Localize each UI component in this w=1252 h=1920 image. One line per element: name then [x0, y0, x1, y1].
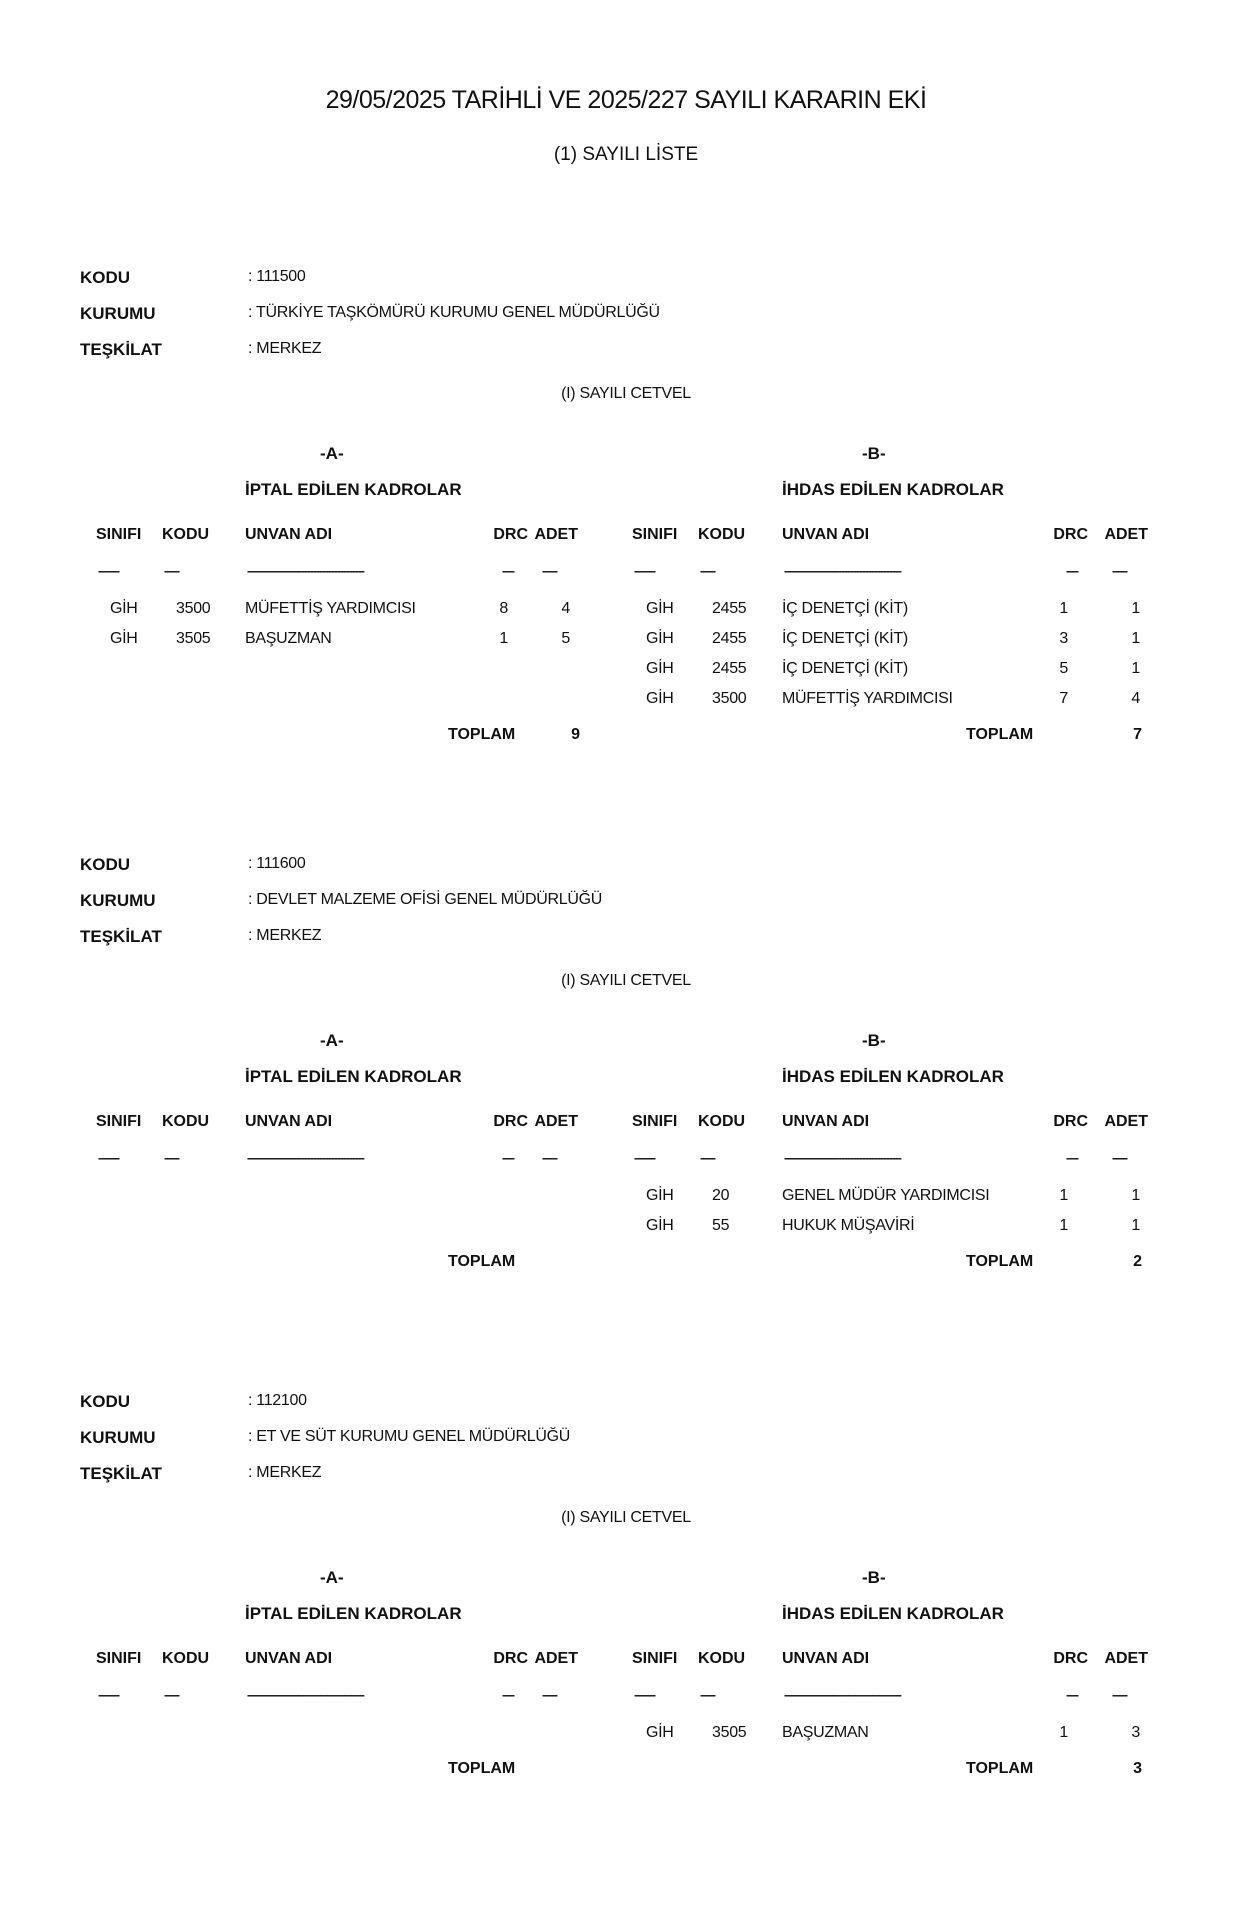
iptal-section-title: İPTAL EDİLEN KADROLAR [245, 1067, 462, 1086]
sinifi-cell: GİH [110, 600, 138, 617]
adet-cell: 1 [1131, 600, 1140, 617]
cetvel-title: (I) SAYILI CETVEL [561, 972, 691, 989]
unvan-header: UNVAN ADI [782, 526, 870, 543]
kodu-cell: 2455 [712, 600, 747, 617]
unvan-cell: BAŞUZMAN [782, 1724, 869, 1741]
separator: ---- [1066, 1151, 1078, 1165]
sinifi-header: SINIFI [632, 1113, 678, 1130]
cetvel-title: (I) SAYILI CETVEL [561, 1509, 691, 1526]
adet-header: ADET [1104, 1650, 1148, 1667]
section-a-marker: -A- [320, 444, 344, 463]
kodu-cell: 20 [712, 1187, 730, 1204]
kodu-header: KODU [162, 1113, 210, 1130]
separator: --------------------------------------- [784, 1688, 901, 1702]
sinifi-cell: GİH [110, 630, 138, 647]
separator: ---- [1066, 1688, 1078, 1702]
kodu-label: KODU [80, 855, 131, 874]
institution-block [0, 268, 1252, 743]
iptal-toplam-label: TOPLAM [448, 1760, 516, 1777]
sinifi-cell: GİH [646, 1217, 674, 1234]
unvan-cell: GENEL MÜDÜR YARDIMCISI [782, 1187, 990, 1204]
drc-cell: 3 [1059, 630, 1068, 647]
iptal-toplam-label: TOPLAM [448, 1253, 516, 1270]
kurumu-value: : ET VE SÜT KURUMU GENEL MÜDÜRLÜĞÜ [248, 1428, 570, 1445]
unvan-cell: İÇ DENETÇİ (KİT) [782, 600, 908, 617]
drc-header: DRC [493, 1113, 528, 1130]
kodu-cell: 3505 [712, 1724, 747, 1741]
drc-cell: 8 [499, 600, 508, 617]
document-subtitle: (1) SAYILI LİSTE [553, 144, 699, 165]
sinifi-header: SINIFI [632, 526, 678, 543]
drc-cell: 1 [499, 630, 508, 647]
separator: ---- [1066, 564, 1078, 578]
separator: ----- [542, 564, 557, 578]
separator: ---- [502, 564, 514, 578]
kodu-cell: 55 [712, 1217, 730, 1234]
sinifi-header: SINIFI [96, 1113, 142, 1130]
sinifi-cell: GİH [646, 600, 674, 617]
separator: ------- [634, 1688, 655, 1702]
unvan-header: UNVAN ADI [245, 526, 333, 543]
ihdas-toplam-label: TOPLAM [966, 1253, 1034, 1270]
separator: ----- [1112, 1688, 1127, 1702]
sinifi-cell: GİH [646, 690, 674, 707]
separator: --------------------------------------- [247, 1151, 364, 1165]
adet-header: ADET [534, 526, 578, 543]
kurumu-label: KURUMU [80, 304, 156, 323]
teskilat-value: : MERKEZ [248, 1464, 322, 1481]
ihdas-toplam-value: 7 [1133, 726, 1142, 743]
adet-cell: 4 [1131, 690, 1140, 707]
iptal-toplam-label: TOPLAM [448, 726, 516, 743]
separator: --------------------------------------- [247, 1688, 364, 1702]
drc-cell: 5 [1059, 660, 1068, 677]
separator: ----- [542, 1688, 557, 1702]
ihdas-section-title: İHDAS EDİLEN KADROLAR [782, 1604, 1004, 1623]
teskilat-label: TEŞKİLAT [80, 1464, 162, 1483]
kodu-cell: 3500 [176, 600, 211, 617]
separator: ----- [700, 1151, 715, 1165]
separator: ------- [98, 564, 119, 578]
drc-header: DRC [1053, 1113, 1088, 1130]
kodu-cell: 2455 [712, 660, 747, 677]
sinifi-cell: GİH [646, 630, 674, 647]
drc-cell: 7 [1059, 690, 1068, 707]
ihdas-section-title: İHDAS EDİLEN KADROLAR [782, 480, 1004, 499]
separator: --------------------------------------- [784, 564, 901, 578]
ihdas-section-title: İHDAS EDİLEN KADROLAR [782, 1067, 1004, 1086]
kodu-header: KODU [698, 1113, 746, 1130]
adet-cell: 1 [1131, 630, 1140, 647]
separator: ----- [542, 1151, 557, 1165]
adet-header: ADET [1104, 1113, 1148, 1130]
adet-cell: 1 [1131, 660, 1140, 677]
unvan-header: UNVAN ADI [782, 1650, 870, 1667]
separator: ----- [1112, 564, 1127, 578]
sinifi-cell: GİH [646, 1187, 674, 1204]
drc-header: DRC [493, 526, 528, 543]
section-b-marker: -B- [862, 1568, 886, 1587]
kodu-header: KODU [698, 1650, 746, 1667]
unvan-cell: İÇ DENETÇİ (KİT) [782, 660, 908, 677]
kodu-value: : 111500 [248, 268, 306, 285]
separator: ----- [164, 1151, 179, 1165]
drc-header: DRC [1053, 1650, 1088, 1667]
adet-cell: 4 [561, 600, 570, 617]
separator: ---- [502, 1151, 514, 1165]
separator: ----- [1112, 1151, 1127, 1165]
drc-header: DRC [493, 1650, 528, 1667]
iptal-section-title: İPTAL EDİLEN KADROLAR [245, 480, 462, 499]
iptal-section-title: İPTAL EDİLEN KADROLAR [245, 1604, 462, 1623]
separator: ----- [700, 1688, 715, 1702]
drc-cell: 1 [1059, 1187, 1068, 1204]
sinifi-cell: GİH [646, 660, 674, 677]
cetvel-title: (I) SAYILI CETVEL [561, 385, 691, 402]
separator: ----- [164, 1688, 179, 1702]
separator: ----- [164, 564, 179, 578]
section-b-marker: -B- [862, 1031, 886, 1050]
section-a-marker: -A- [320, 1031, 344, 1050]
teskilat-value: : MERKEZ [248, 340, 322, 357]
unvan-header: UNVAN ADI [245, 1650, 333, 1667]
separator: --------------------------------------- [784, 1151, 901, 1165]
ihdas-toplam-value: 2 [1133, 1253, 1142, 1270]
teskilat-label: TEŞKİLAT [80, 927, 162, 946]
kodu-value: : 112100 [248, 1392, 307, 1409]
adet-cell: 5 [561, 630, 570, 647]
adet-header: ADET [534, 1650, 578, 1667]
unvan-cell: İÇ DENETÇİ (KİT) [782, 630, 908, 647]
sinifi-cell: GİH [646, 1724, 674, 1741]
kurumu-value: : DEVLET MALZEME OFİSİ GENEL MÜDÜRLÜĞÜ [248, 891, 602, 908]
document-title: 29/05/2025 TARİHLİ VE 2025/227 SAYILI KARARIN EKİ [325, 86, 927, 114]
separator: ---- [502, 1688, 514, 1702]
kodu-header: KODU [698, 526, 746, 543]
sinifi-header: SINIFI [96, 526, 142, 543]
kurumu-value: : TÜRKİYE TAŞKÖMÜRÜ KURUMU GENEL MÜDÜRLÜĞÜ [248, 304, 660, 321]
kurumu-label: KURUMU [80, 1428, 156, 1447]
separator: ------- [98, 1688, 119, 1702]
ihdas-toplam-label: TOPLAM [966, 1760, 1034, 1777]
kodu-header: KODU [162, 526, 210, 543]
sinifi-header: SINIFI [96, 1650, 142, 1667]
adet-header: ADET [1104, 526, 1148, 543]
kodu-cell: 3500 [712, 690, 747, 707]
unvan-cell: HUKUK MÜŞAVİRİ [782, 1217, 915, 1234]
unvan-header: UNVAN ADI [245, 1113, 333, 1130]
adet-cell: 3 [1131, 1724, 1140, 1741]
unvan-cell: MÜFETTİŞ YARDIMCISI [782, 690, 953, 707]
drc-header: DRC [1053, 526, 1088, 543]
kodu-header: KODU [162, 1650, 210, 1667]
kurumu-label: KURUMU [80, 891, 156, 910]
unvan-cell: BAŞUZMAN [245, 630, 332, 647]
kodu-value: : 111600 [248, 855, 306, 872]
adet-cell: 1 [1131, 1187, 1140, 1204]
adet-header: ADET [534, 1113, 578, 1130]
section-b-marker: -B- [862, 444, 886, 463]
drc-cell: 1 [1059, 600, 1068, 617]
drc-cell: 1 [1059, 1724, 1068, 1741]
separator: ------- [634, 1151, 655, 1165]
section-a-marker: -A- [320, 1568, 344, 1587]
unvan-header: UNVAN ADI [782, 1113, 870, 1130]
separator: ------- [634, 564, 655, 578]
drc-cell: 1 [1059, 1217, 1068, 1234]
teskilat-value: : MERKEZ [248, 927, 322, 944]
ihdas-toplam-label: TOPLAM [966, 726, 1034, 743]
kodu-label: KODU [80, 1392, 131, 1411]
kodu-cell: 3505 [176, 630, 211, 647]
institution-block [0, 855, 1252, 1315]
kodu-label: KODU [80, 268, 131, 287]
unvan-cell: MÜFETTİŞ YARDIMCISI [245, 600, 416, 617]
teskilat-label: TEŞKİLAT [80, 340, 162, 359]
adet-cell: 1 [1131, 1217, 1140, 1234]
separator: ----- [700, 564, 715, 578]
sinifi-header: SINIFI [632, 1650, 678, 1667]
separator: --------------------------------------- [247, 564, 364, 578]
ihdas-toplam-value: 3 [1133, 1760, 1142, 1777]
separator: ------- [98, 1151, 119, 1165]
iptal-toplam-value: 9 [571, 726, 580, 743]
institution-block [0, 1392, 1252, 1852]
kodu-cell: 2455 [712, 630, 747, 647]
